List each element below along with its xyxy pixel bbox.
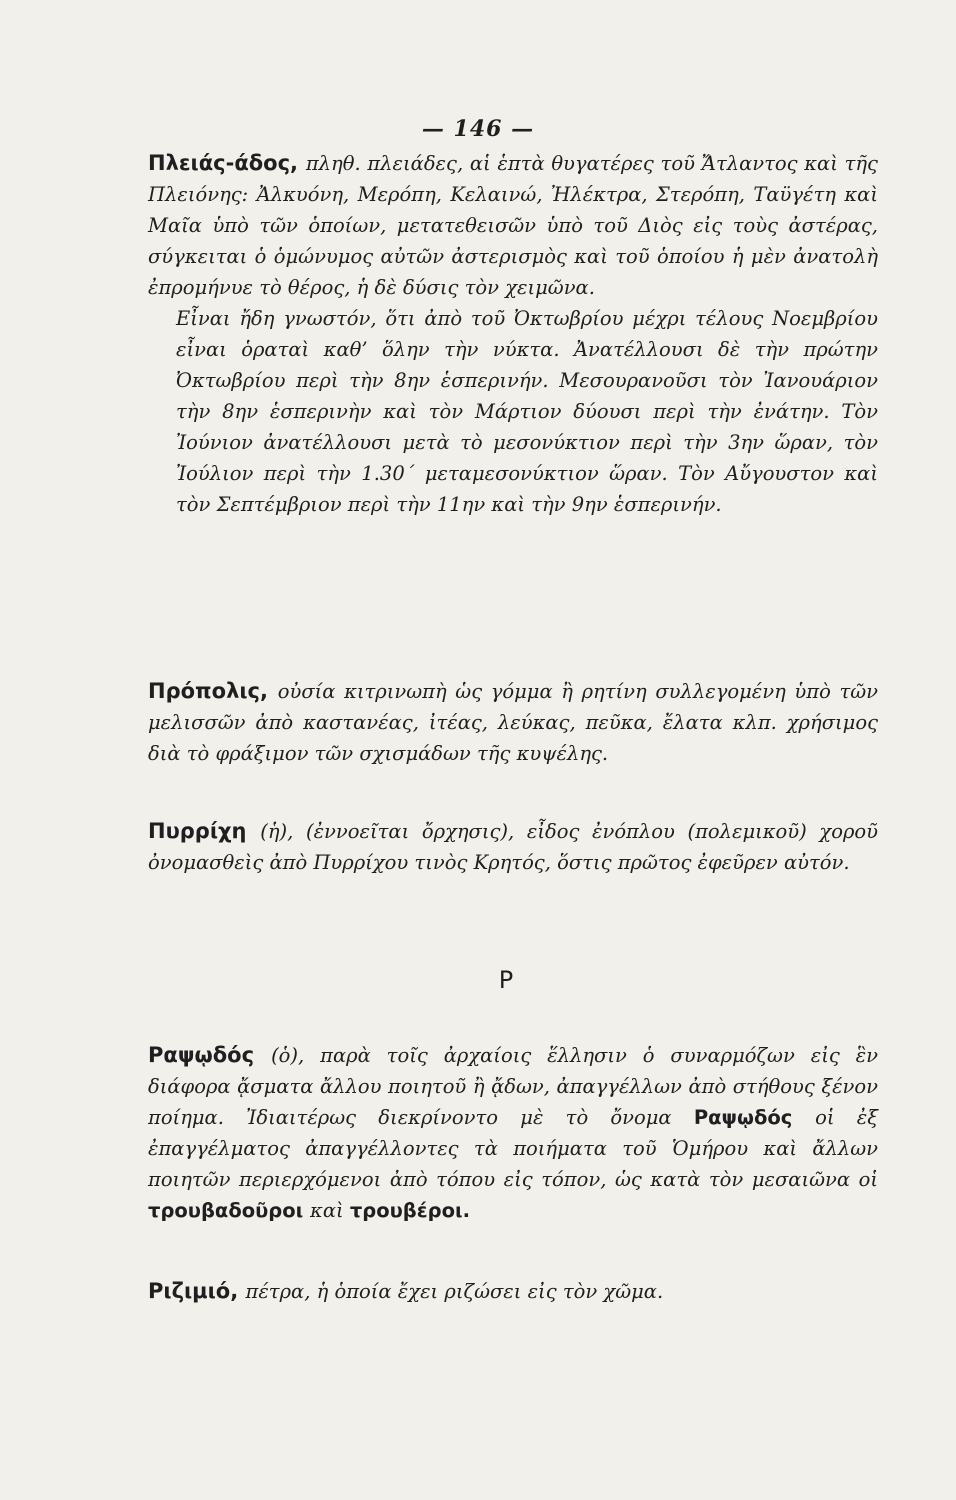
entry-pyrrichi bbox=[148, 816, 878, 878]
entry-headword: Ραψῳδός bbox=[148, 1043, 272, 1067]
entry-headword: Πυρρίχη bbox=[148, 819, 261, 843]
entry-headword: Πρόπολις, bbox=[148, 679, 278, 703]
entry-definition-part-b: οἱ ἐξ ἐπαγγέλματος ἀπαγγέλλοντες τὰ ποιήματα τοῦ Ὁμήρου καὶ ἄλλων ποιητῶν περιερχόμενοι ἀπὸ τόπου εἰς τόπον, ὡς κατὰ τὸν μεσαιῶνα οἱ bbox=[148, 1106, 879, 1191]
entry-pleias-note: Εἶναι ἤδη γνωστόν, ὅτι ἀπὸ τοῦ Ὀκτωβρίου μέχρι τέλους Νοεμβρίου εἶναι ὁραταὶ καθ’ ὅλην τὴν νύκτα. Ἀνατέλλουσι δὲ τὴν πρώτην Ὀκτωβρίου περὶ τὴν 8ην ἑσπερινήν. Μεσουρανοῦσι τὸν Ἰανουάριον τὴν 8ην ἑσπερινὴν καὶ τὸν Μάρτιον δύουσι περὶ τὴν ἐνάτην. Τὸν Ἰούνιον ἀνατέλλουσι μετὰ τὸ μεσονύκτιον περὶ τὴν 3ην ὥραν, τὸν Ἰούλιον περὶ τὴν 1.30΄ μεταμεσονύκτιον ὥραν. Τὸν Αὔγουστον καὶ τὸν Σεπτέμβριον περὶ τὴν 11ην καὶ τὴν 9ην ἑσπερινήν. bbox=[176, 307, 878, 516]
entry-headword: Πλειάς-άδος, bbox=[148, 151, 306, 175]
entry-bold-term: τρουβέροι. bbox=[349, 1199, 470, 1222]
entry-rizimio bbox=[148, 1276, 878, 1307]
entry-definition: οὐσία κιτρινωπὴ ὡς γόμμα ἢ ρητίνη συλλεγομένη ὑπὸ τῶν μελισσῶν ἀπὸ καστανέας, ἰτέας, λεύκας, πεῦκα, ἔλατα κλπ. χρήσιμος διὰ τὸ φράξιμον τῶν σχισμάδων τῆς κυψέλης. bbox=[148, 680, 878, 765]
entry-definition-part-a: (ὁ), παρὰ τοῖς ἀρχαίοις ἕλλησιν ὁ συναρμόζων εἰς ἓν διάφορα ᾄσματα ἄλλου ποιητοῦ ἢ ᾄδων, ἀπαγγέλλων ἀπὸ στήθους ξένον ποίημα. Ἰδιαιτέρως διεκρίνοντο μὲ τὸ ὄνομα bbox=[148, 1044, 878, 1129]
entry-definition: (ἡ), (ἐννοεῖται ὄρχησις), εἶδος ἐνόπλου (πολεμικοῦ) χοροῦ ὀνομασθεὶς ἀπὸ Πυρρίχου τινὸς Κρητός, ὅστις πρῶτος ἐφεῦρεν αὐτόν. bbox=[148, 820, 879, 874]
entry-pleias-para bbox=[148, 148, 878, 303]
section-letter: Ρ bbox=[498, 966, 514, 994]
entry-bold-term: Ραψῳδός bbox=[693, 1106, 816, 1129]
entry-pyrrichi-para bbox=[148, 816, 878, 878]
entry-rapsodos-para bbox=[148, 1040, 878, 1226]
entry-definition: πέτρα, ἡ ὁποία ἔχει ριζώσει εἰς τὸν χῶμα. bbox=[245, 1280, 664, 1303]
entry-headword: Ριζιμιό, bbox=[148, 1279, 246, 1303]
entry-bold-term: τρουβαδοῦροι bbox=[148, 1199, 311, 1222]
page-number: — 146 — bbox=[421, 116, 535, 142]
entry-rapsodos bbox=[148, 1040, 878, 1226]
entry-rizimio-para bbox=[148, 1276, 878, 1307]
entry-definition: πληθ. πλειάδες, αἱ ἑπτὰ θυγατέρες τοῦ Ἄτλαντος καὶ τῆς Πλειόνης: Ἀλκυόνη, Μερόπη, Κελαινώ, Ἠλέκτρα, Στερόπη, Ταϋγέτη καὶ Μαῖα ὑπὸ τῶν ὁποίων, μετατεθεισῶν ὑπὸ τοῦ Διὸς εἰς τοὺς ἀστέρας, σύγκειται ὁ ὁμώνυμος αὐτῶν ἀστερισμὸς καὶ τοῦ ὁποίου ἡ μὲν ἀνατολὴ ἐπρομήνυε τὸ θέρος, ἡ δὲ δύσις τὸν χειμῶνα. bbox=[148, 152, 878, 299]
entry-definition-part-c: καὶ bbox=[310, 1199, 350, 1222]
entry-propolis-para bbox=[148, 676, 878, 769]
entry-pleias bbox=[148, 148, 878, 520]
entry-propolis bbox=[148, 676, 878, 769]
